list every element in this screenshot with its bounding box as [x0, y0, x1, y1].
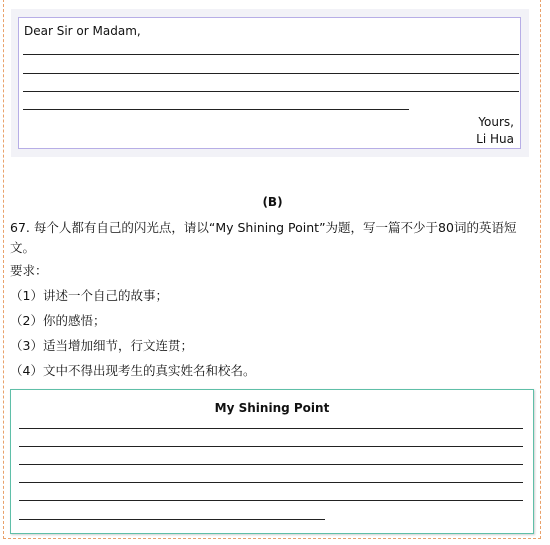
essay-writing-line — [19, 446, 523, 447]
essay-title: My Shining Point — [214, 401, 330, 415]
requirements-heading: 要求： — [10, 263, 48, 278]
letter-writing-line — [23, 91, 519, 92]
letter-writing-line — [23, 73, 519, 74]
letter-writing-line — [23, 54, 519, 55]
essay-writing-box — [10, 389, 534, 534]
letter-writing-box — [18, 17, 521, 149]
question-prompt: 67. 每个人都有自己的闪光点，请以“My Shining Point”为题，写一篇不少于80词的英语短文。 — [10, 220, 517, 255]
section-label: (B) — [262, 195, 283, 209]
letter-signature: Li Hua — [476, 132, 514, 146]
essay-writing-line — [19, 500, 523, 501]
letter-panel — [11, 9, 529, 157]
requirement-item: （4）文中不得出现考生的真实姓名和校名。 — [10, 363, 256, 378]
essay-writing-line — [19, 482, 523, 483]
requirement-item: （3）适当增加细节，行文连贯； — [10, 338, 193, 353]
letter-writing-line — [23, 109, 409, 110]
letter-closing: Yours, — [478, 115, 514, 129]
requirement-item: （2）你的感悟； — [10, 313, 106, 328]
essay-writing-line — [19, 519, 325, 520]
essay-writing-line — [19, 428, 523, 429]
requirement-item: （1）讲述一个自己的故事； — [10, 288, 168, 303]
letter-salutation: Dear Sir or Madam, — [24, 24, 141, 38]
essay-writing-line — [19, 464, 523, 465]
